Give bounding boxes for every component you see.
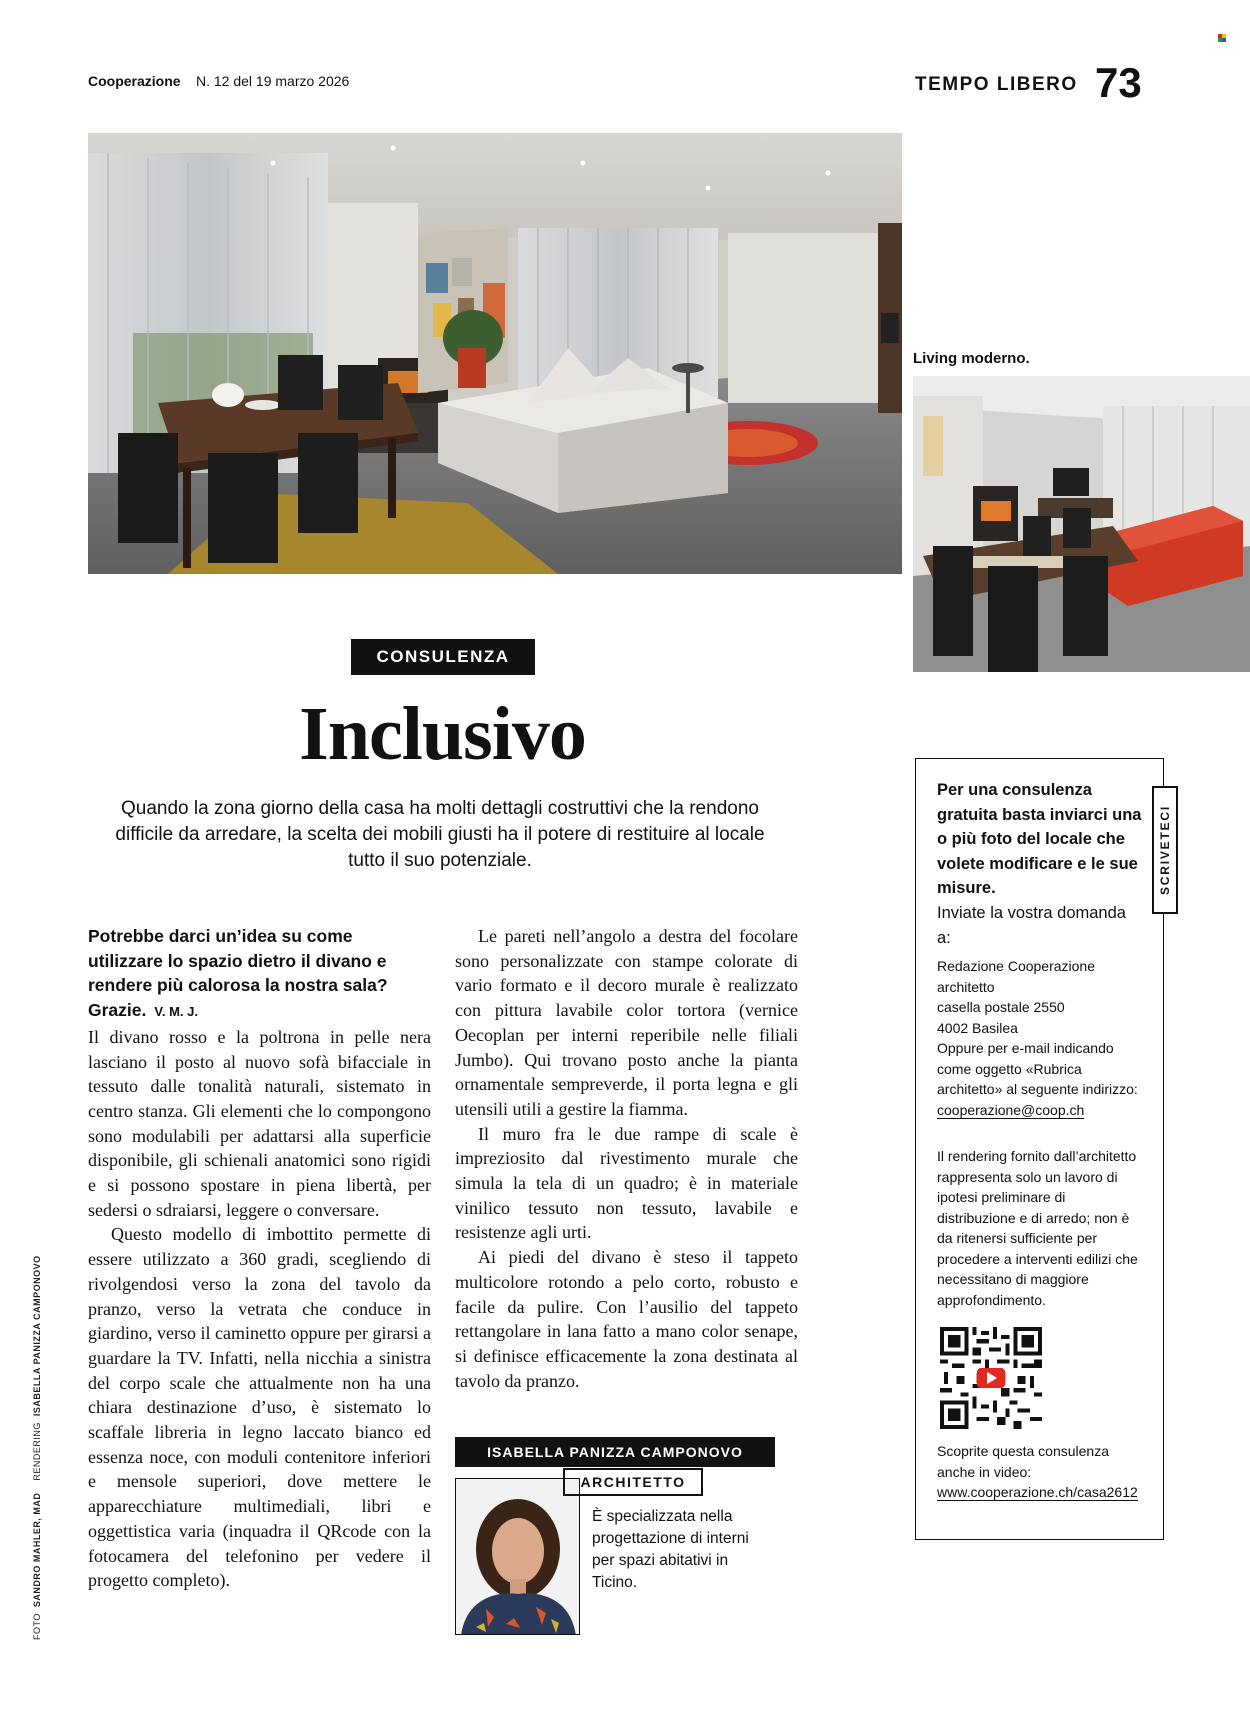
sidebar-send-instruction: Inviate la vostra domanda a: [937, 904, 1126, 947]
credit-rendering-names: ISABELLA PANIZZA CAMPONOVO [32, 1255, 42, 1417]
registration-mark-icon [1218, 34, 1226, 42]
reader-question [88, 924, 431, 1025]
author-portrait-image [455, 1478, 580, 1635]
photo-credit [32, 1255, 42, 1640]
article-column-right [455, 924, 798, 1393]
address-line: Redazione Cooperazione [937, 958, 1095, 974]
address-line: architetto [937, 978, 995, 995]
body-paragraph: Il muro fra le due rampe di scale è impreziosito dal rivestimento murale che simula la tela di un quadro; è in materiale vinilico tessuto non tessuto, lavabile e resistenze agli urti. [455, 1123, 798, 1243]
credit-rendering-label: RENDERING [32, 1422, 42, 1481]
credit-foto-label: FOTO [32, 1613, 42, 1640]
issue-info: N. 12 del 19 marzo 2026 [196, 73, 350, 89]
qr-code-icon[interactable] [940, 1327, 1042, 1429]
email-instruction: Oppure per e-mail indicando come oggetto «Rubrica architetto» al seguente indirizzo: [937, 1040, 1138, 1097]
article-lead: Quando la zona giorno della casa ha molti dettagli costruttivi che la rendono difficile da arredare, la scelta dei mobili giusti ha il potere di restituire al locale tutto il suo potenziale. [115, 798, 765, 871]
sidebar-video-info [937, 1441, 1142, 1503]
body-paragraph: Ai piedi del divano è steso il tappeto multicolore rotondo a pelo corto, robusto e facile da pulire. Con l’ausilio del tappeto rettangolare in lana fatto a mano color senape, si definisce efficacemente la zona destinata al tavolo da pranzo. [455, 1247, 798, 1391]
sidebar-tab-text: SCRIVETECI [1158, 804, 1172, 896]
publication-name: Cooperazione [88, 73, 181, 89]
address-line: casella postale 2550 [937, 999, 1065, 1015]
kicker-label: CONSULENZA [351, 639, 535, 675]
sidebar-tab-label [1152, 786, 1178, 914]
sidebar-disclaimer: Il rendering fornito dall’architetto rappresenta solo un lavoro di ipotesi preliminare di distribuzione e di arredo; non è da ritenersi sufficiente per procedere a interventi edilizi che necessitano di maggiore approfondimento. [937, 1148, 1138, 1308]
sidebar-intro: Per una consulenza gratuita basta inviarci una o più foto del locale che volete modificare e le sue misure. [937, 781, 1142, 897]
author-name-banner: ISABELLA PANIZZA CAMPONOVO [455, 1437, 775, 1467]
author-role-badge: ARCHITETTO [563, 1468, 703, 1496]
article-headline: Inclusivo [299, 692, 586, 776]
credit-foto-names: SANDRO MAHLER, MAD [32, 1492, 42, 1608]
page-number: 73 [1095, 59, 1142, 106]
email-link[interactable]: cooperazione@coop.ch [937, 1101, 1085, 1118]
section-title: TEMPO LIBERO [915, 74, 1078, 95]
body-paragraph: Questo modello di imbottito permette di essere utilizzato a 360 gradi, scegliendo di rivolgendosi verso la zona del tavolo da pranzo, verso la vetrata che conduce in giardino, verso il caminetto oppure per girarsi a guardare la TV. Infatti, nella nicchia a sinistra del corpo scale che attualmente non ha una chiara destinazione d’uso, è sistemato lo scaffale libreria in legno laccato bianco ed essenza noce, con moduli contenitore inferiori e mensole superiori, dove mettere le apparecchiature multimediali, libri e oggettistica varia (inquadra il QRcode con la fotocamera del telefonino per vedere il progetto completo). [88, 1224, 431, 1591]
photo-caption: Living moderno. [913, 350, 1030, 367]
body-paragraph: Il divano rosso e la poltrona in pelle nera lasciano il posto al nuovo sofà bifacciale in tessuto dalle tonalità naturali, sistemato in centro stanza. Gli elementi che lo compongono sono modulabili per adattarsi alla superficie disponibile, gli schienali anatomici sono rigidi e si possono spostare in piena libertà, per sedersi o sdraiarsi, leggere o conversare. [88, 1026, 431, 1220]
reader-initials: V. M. J. [154, 1004, 198, 1020]
video-intro: Scoprite questa consulenza anche in video: [937, 1443, 1109, 1480]
video-url-link[interactable]: www.cooperazione.ch/casa2612 [937, 1484, 1138, 1500]
living-room-rendering-image [88, 133, 902, 574]
author-bio: È specializzata nella progettazione di interni per spazi abitativi in Ticino. [592, 1508, 749, 1591]
address-line: 4002 Basilea [937, 1019, 1018, 1036]
article-column-left [88, 924, 431, 1593]
sidebar-address-block [937, 956, 1147, 1120]
question-text: Potrebbe darci un’idea su come utilizzare lo spazio dietro il divano e rendere più calorosa la nostra sala? Grazie. [88, 926, 388, 1021]
living-room-photo-image [913, 376, 1250, 672]
body-paragraph: Le pareti nell’angolo a destra del focolare sono personalizzate con stampe colorate di vario formato e il decoro murale è realizzato con pittura lavabile color tortora (vernice Oecoplan per interni reperibile nelle filiali Jumbo). Qui trovano posto anche la pianta ornamentale sempreverde, il porta legna e gli utensili utili a gestire la fiamma. [455, 926, 798, 1119]
